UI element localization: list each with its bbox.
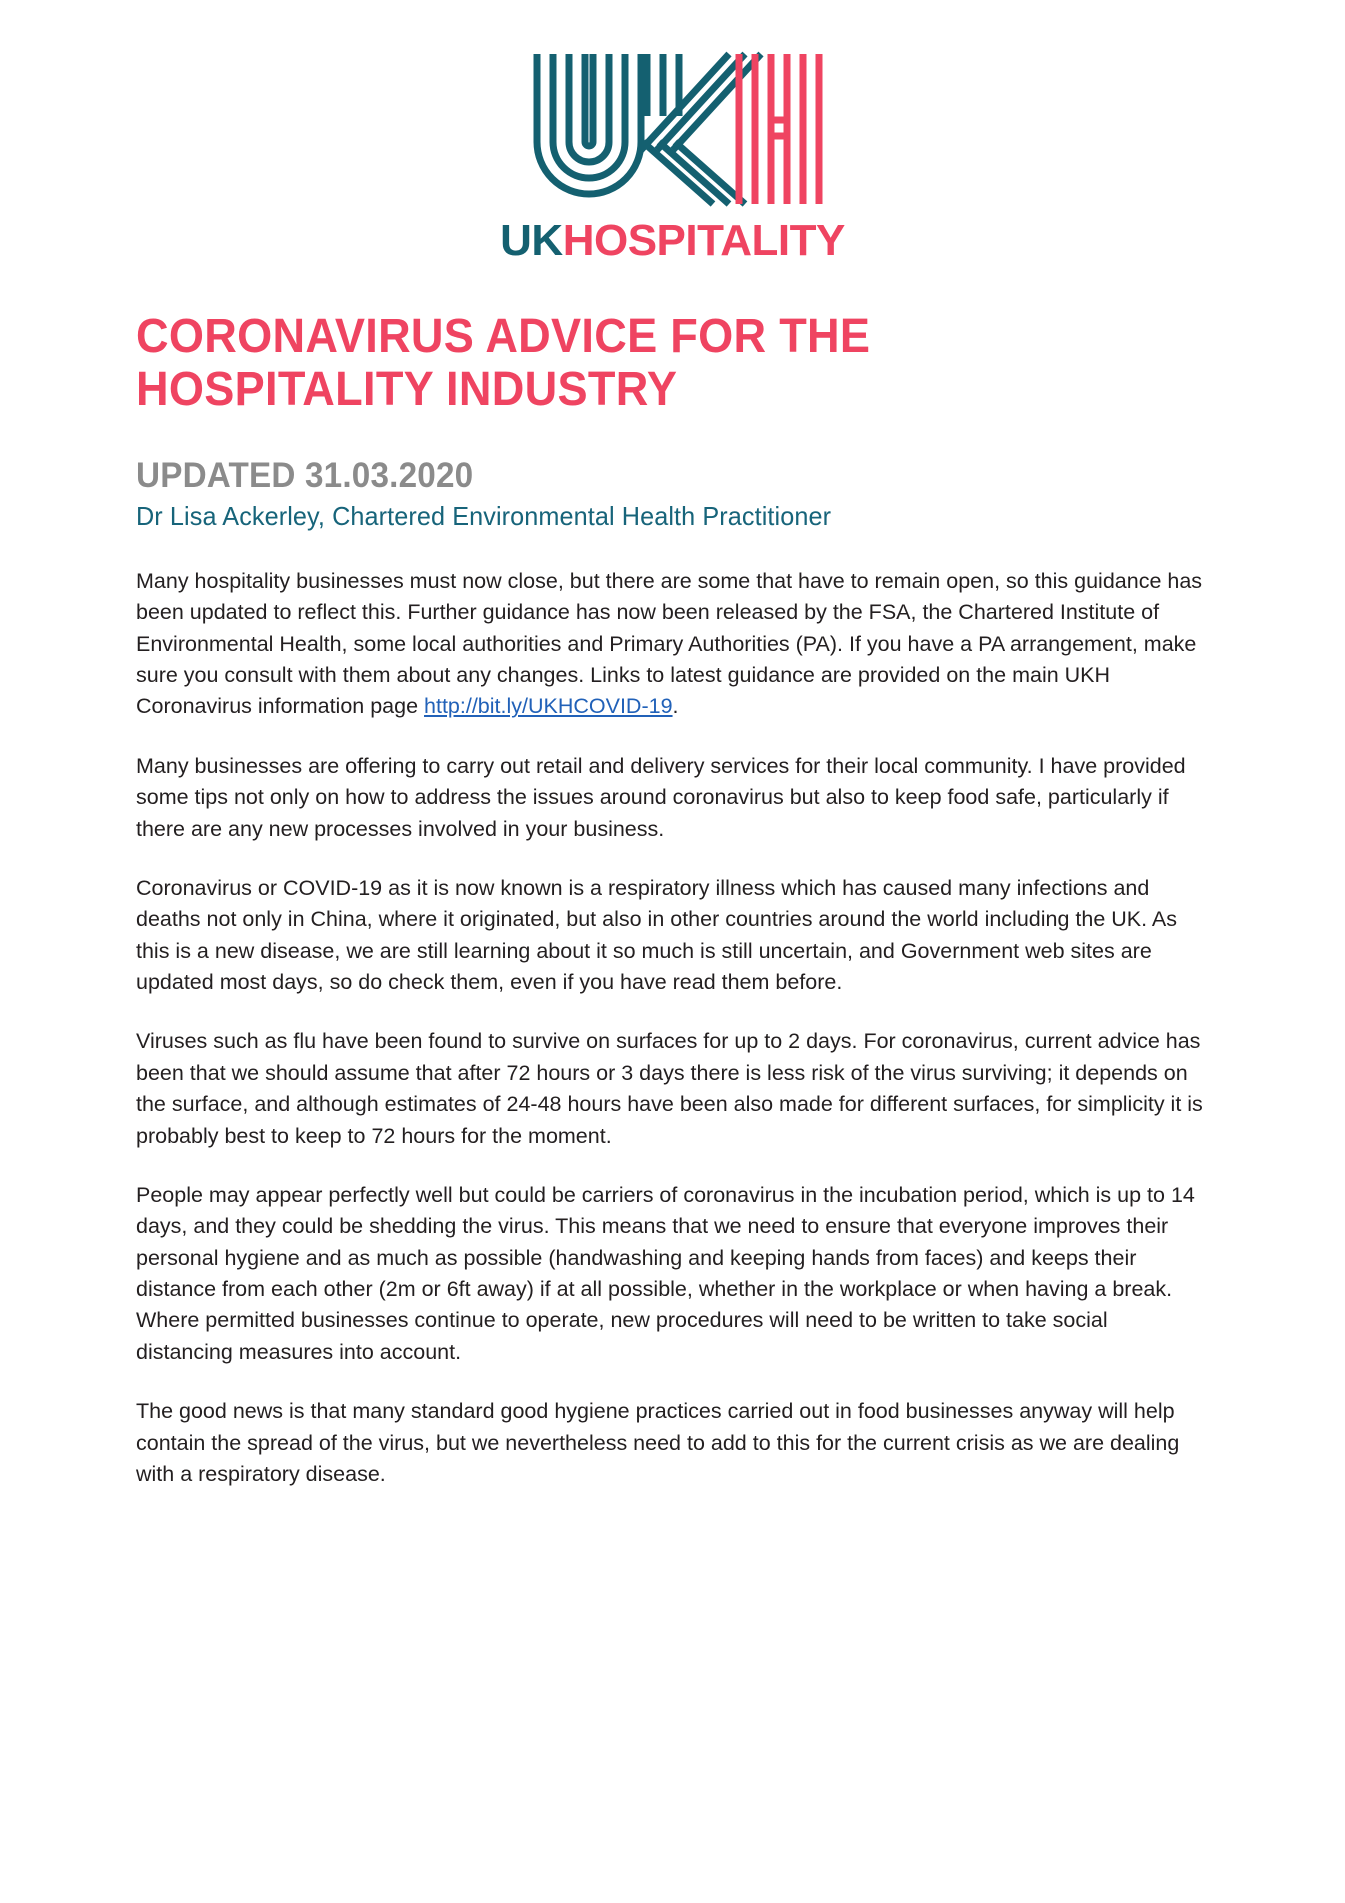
paragraph-3: Coronavirus or COVID-19 as it is now known is a respiratory illness which has caused many infections and deaths not only in China, where it originated, but also in other countries around the world including the UK. As this is a new disease, we are still learning about it so much is still uncertain, and Government web sites are updated most days, so do check them, even if you have read them before. [136, 875, 1177, 995]
ukh-covid-link[interactable]: http://bit.ly/UKHCOVID-19 [424, 694, 673, 719]
logo-wordmark-uk: UK [500, 216, 563, 265]
logo-wordmark [500, 216, 845, 265]
paragraph-1 [136, 566, 1205, 723]
paragraph-1-text-before: Many hospitality businesses must now close, but there are some that have to remain open, so this guidance has been updated to reflect this. Further guidance has now been released by the FSA, the Chartered Institute of Environmental Health, some local authorities and Primary Authorities (PA). If you have a PA arrangement, make sure you consult with them about any changes. Links to latest guidance are provided on the main UKH Coronavirus information page [136, 568, 1203, 719]
page-title: CORONAVIRUS ADVICE FOR THE HOSPITALITY INDUSTRY [136, 310, 871, 416]
paragraph-4: Viruses such as flu have been found to survive on surfaces for up to 2 days. For coronavirus, current advice has been that we should assume that after 72 hours or 3 days there is less risk of the virus surviving; it depends on the surface, and although estimates of 24-48 hours have been also made for different surfaces, for simplicity it is probably best to keep to 72 hours for the moment. [136, 1029, 1203, 1148]
paragraph-2: Many businesses are offering to carry out retail and delivery services for their local community. I have provided some tips not only on how to address the issues around coronavirus but also to keep food safe, particularly if there are any new processes involved in your business. [136, 753, 1186, 841]
author-byline: Dr Lisa Ackerley, Chartered Environmental Health Practitioner [136, 501, 832, 532]
body-copy [136, 566, 1205, 1490]
logo-wordmark-hospitality: HOSPITALITY [562, 216, 845, 265]
paragraph-5: People may appear perfectly well but could be carriers of coronavirus in the incubation period, which is up to 14 days, and they could be shedding the virus. This means that we need to ensure that everyone improves their personal hygiene and as much as possible (handwashing and keeping hands from faces) and keeps their distance from each other (2m or 6ft away) if at all possible, whether in the workplace or when having a break. Where permitted businesses continue to operate, new procedures will need to be written to take social distancing measures into account. [136, 1182, 1195, 1364]
document-content [0, 311, 1345, 1490]
paragraph-1-text-after: . [672, 694, 679, 719]
ukh-monogram-icon [523, 46, 823, 211]
paragraph-6: The good news is that many standard good hygiene practices carried out in food businesses anyway will help contain the spread of the virus, but we nevertheless need to add to this for the current crisis as we are dealing with a respiratory disease. [136, 1399, 1180, 1486]
ukhospitality-logo [0, 0, 1345, 263]
updated-date-heading: UPDATED 31.03.2020 [136, 455, 474, 495]
